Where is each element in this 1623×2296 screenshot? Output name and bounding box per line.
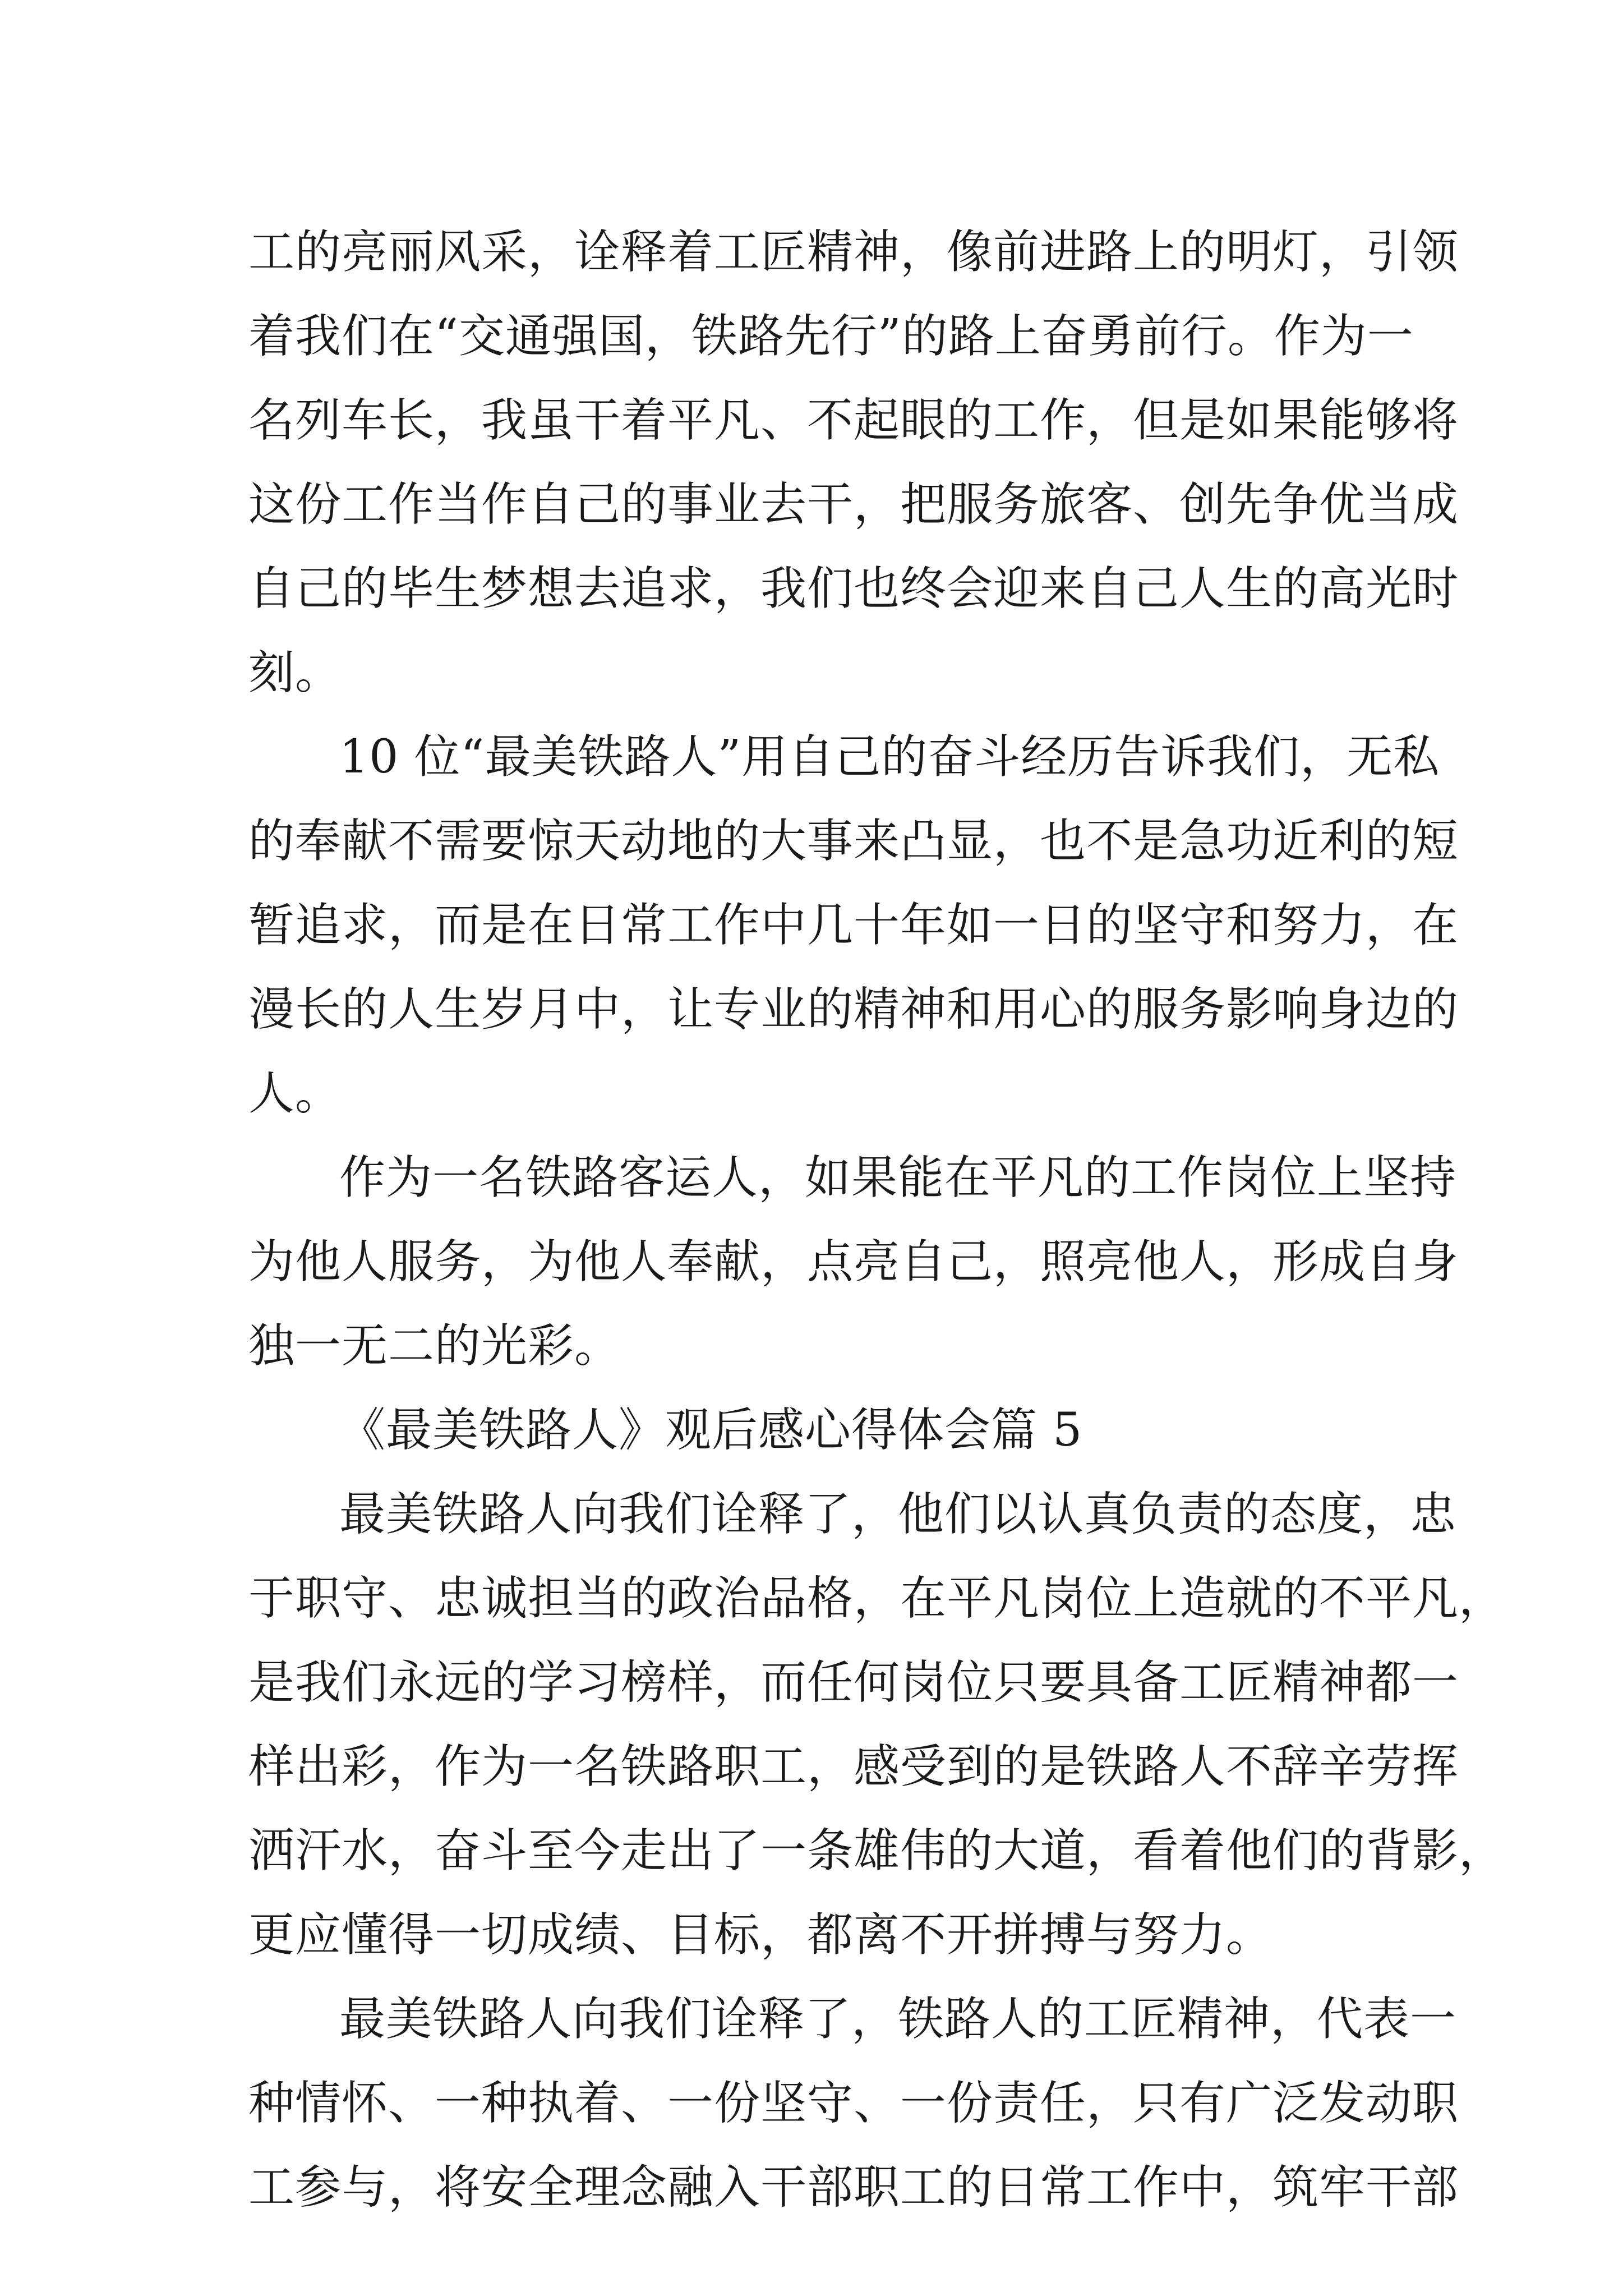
text-line: 的奉献不需要惊天动地的大事来凸显，也不是急功近利的短 [248, 815, 1459, 868]
text-line: 工参与，将安全理念融入干部职工的日常工作中，筑牢干部 [248, 2161, 1459, 2214]
text-line: 这份工作当作自己的事业去干，把服务旅客、创先争优当成 [248, 478, 1459, 531]
document-body [248, 210, 1506, 2230]
text-line: 暂追求，而是在日常工作中几十年如一日的坚守和努力，在 [248, 899, 1459, 952]
paragraph [248, 210, 1459, 715]
text-line: 为他人服务，为他人奉献，点亮自己，照亮他人，形成自身 [248, 1235, 1459, 1289]
paragraph [248, 1977, 1459, 2230]
text-line: 种情怀、一种执着、一份坚守、一份责任，只有广泛发动职 [248, 2077, 1459, 2130]
text-line: 名列车长，我虽干着平凡、不起眼的工作，但是如果能够将 [248, 394, 1459, 447]
text-line: 是我们永远的学习榜样，而任何岗位只要具备工匠精神都一 [248, 1656, 1459, 1709]
text-line: 自己的毕生梦想去追求，我们也终会迎来自己人生的高光时 [248, 562, 1459, 615]
text-line: 着我们在“交通强国，铁路先行”的路上奋勇前行。作为一 [248, 310, 1414, 363]
text-line: 样出彩，作为一名铁路职工，感受到的是铁路人不辞辛劳挥 [248, 1740, 1459, 1793]
text-line: 工的亮丽风采，诠释着工匠精神，像前进路上的明灯，引领 [248, 226, 1459, 279]
text-line: 独一无二的光彩。 [248, 1319, 621, 1373]
text-line: 更应懂得一切成绩、目标，都离不开拼搏与努力。 [248, 1908, 1273, 1962]
text-line: 人。 [248, 1067, 342, 1120]
text-line: 10 位“最美铁路人”用自己的奋斗经历告诉我们，无私 [339, 730, 1440, 784]
paragraph [248, 715, 1459, 1136]
text-line: 最美铁路人向我们诠释了，铁路人的工匠精神，代表一 [339, 1993, 1457, 2046]
text-line: 漫长的人生岁月中，让专业的精神和用心的服务影响身边的 [248, 983, 1459, 1036]
text-line: 于职守、忠诚担当的政治品格，在平凡岗位上造就的不平凡， [248, 1572, 1506, 1625]
paragraph [248, 1136, 1459, 1388]
text-line: 洒汗水，奋斗至今走出了一条雄伟的大道，看着他们的背影， [248, 1824, 1506, 1878]
section-heading: 《最美铁路人》观后感心得体会篇 5 [339, 1404, 1083, 1457]
text-line: 刻。 [248, 646, 342, 700]
text-line: 最美铁路人向我们诠释了，他们以认真负责的态度，忠 [339, 1488, 1457, 1541]
text-line: 作为一名铁路客运人，如果能在平凡的工作岗位上坚持 [339, 1151, 1457, 1204]
paragraph [248, 1473, 1506, 1977]
